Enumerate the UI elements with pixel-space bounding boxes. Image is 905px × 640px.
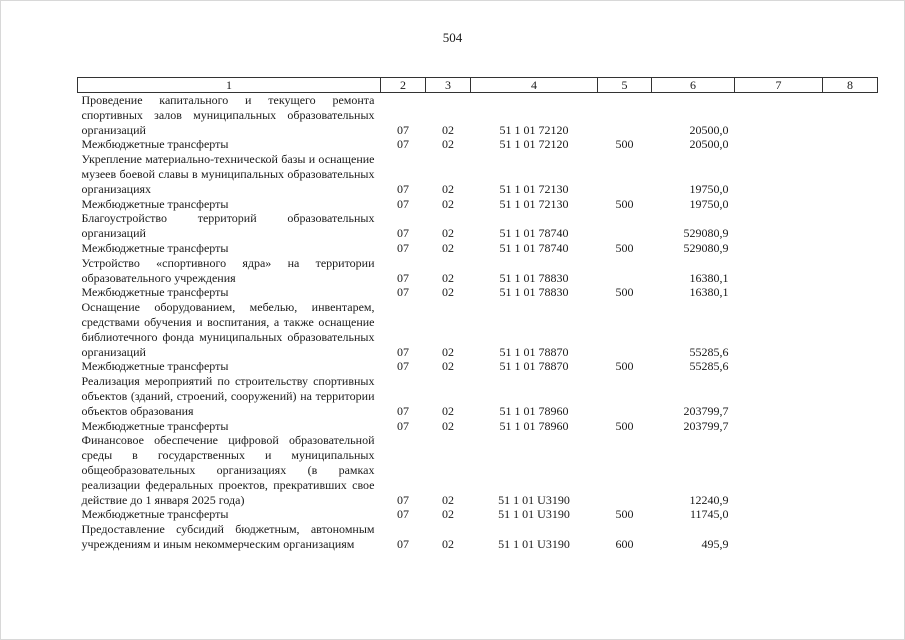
table-row <box>78 433 878 507</box>
table-header <box>78 78 878 93</box>
row-col-8 <box>823 433 878 507</box>
row-target-code: 51 1 01 72130 <box>499 181 569 196</box>
row-name: Межбюджетные трансферты <box>81 137 229 152</box>
row-subsection: 02 <box>442 344 454 359</box>
row-col-8 <box>823 137 878 152</box>
row-col-8 <box>823 300 878 359</box>
row-target-code: 51 1 01 78740 <box>499 226 569 241</box>
row-col-8 <box>823 507 878 522</box>
row-subsection: 02 <box>442 536 454 551</box>
row-amount: 11745,0 <box>689 507 729 522</box>
table-row <box>78 507 878 522</box>
row-name: Межбюджетные трансферты <box>81 196 229 211</box>
row-expense-type <box>598 300 652 359</box>
row-col-8 <box>823 241 878 256</box>
row-amount: 19750,0 <box>689 196 729 211</box>
table-row <box>78 374 878 418</box>
row-subsection: 02 <box>442 359 454 374</box>
row-target-code: 51 1 01 78960 <box>499 403 569 418</box>
row-section: 07 <box>397 492 409 507</box>
row-subsection: 02 <box>442 122 454 137</box>
row-subsection: 02 <box>442 403 454 418</box>
table-row <box>78 137 878 152</box>
row-subsection: 02 <box>442 226 454 241</box>
header-col-4: 4 <box>471 78 598 93</box>
table-row <box>78 419 878 434</box>
table-row <box>78 93 878 138</box>
row-target-code: 51 1 01 72120 <box>499 137 569 152</box>
table-row <box>78 241 878 256</box>
row-expense-type <box>598 433 652 507</box>
row-col-8 <box>823 152 878 196</box>
budget-table <box>77 77 878 552</box>
header-col-6: 6 <box>652 78 735 93</box>
row-amount: 529080,9 <box>683 226 729 241</box>
header-col-3: 3 <box>426 78 471 93</box>
row-name: Благоустройство территорий образовательных организаций <box>81 211 375 241</box>
row-name: Финансовое обеспечение цифровой образовательной среды в государственных и муниципальных общеобразовательных организациях (в рамках реализации федеральных проектов, прекративших свое действие до 1 января 2025 года) <box>81 433 375 507</box>
row-target-code: 51 1 01 78870 <box>499 359 569 374</box>
row-section: 07 <box>397 181 409 196</box>
row-expense-type: 500 <box>615 285 634 300</box>
row-target-code: 51 1 01 78830 <box>499 270 569 285</box>
row-amount: 55285,6 <box>689 359 729 374</box>
row-col-7 <box>735 433 823 507</box>
row-section: 07 <box>397 240 409 255</box>
row-section: 07 <box>397 403 409 418</box>
row-col-7 <box>735 197 823 212</box>
row-expense-type <box>598 93 652 138</box>
row-amount: 529080,9 <box>683 240 729 255</box>
row-amount: 495,9 <box>701 536 729 551</box>
row-expense-type: 500 <box>615 240 634 255</box>
row-section: 07 <box>397 122 409 137</box>
row-col-7 <box>735 359 823 374</box>
row-section: 07 <box>397 418 409 433</box>
row-col-7 <box>735 152 823 196</box>
row-target-code: 51 1 01 72120 <box>499 122 569 137</box>
row-name: Укрепление материально-технической базы и оснащение музеев боевой славы в муниципальных образовательных организациях <box>81 152 375 196</box>
row-col-8 <box>823 256 878 286</box>
row-col-8 <box>823 93 878 138</box>
row-col-7 <box>735 137 823 152</box>
row-subsection: 02 <box>442 418 454 433</box>
row-expense-type: 500 <box>615 507 634 522</box>
row-col-7 <box>735 241 823 256</box>
row-name: Межбюджетные трансферты <box>81 507 229 522</box>
table-row <box>78 256 878 286</box>
row-col-7 <box>735 522 823 552</box>
table-row <box>78 152 878 196</box>
row-expense-type: 500 <box>615 359 634 374</box>
table-row <box>78 300 878 359</box>
row-col-8 <box>823 285 878 300</box>
header-row <box>78 78 878 93</box>
row-name: Межбюджетные трансферты <box>81 359 229 374</box>
row-amount: 55285,6 <box>689 344 729 359</box>
row-expense-type <box>598 211 652 241</box>
row-amount: 19750,0 <box>689 181 729 196</box>
row-expense-type <box>598 152 652 196</box>
row-subsection: 02 <box>442 240 454 255</box>
row-target-code: 51 1 01 78870 <box>499 344 569 359</box>
row-subsection: 02 <box>442 181 454 196</box>
row-amount: 16380,1 <box>689 285 729 300</box>
row-section: 07 <box>397 196 409 211</box>
row-name: Оснащение оборудованием, мебелью, инвентарем, средствами обучения и воспитания, а также оснащение библиотечного фонда муниципальных образовательных организаций <box>81 300 375 359</box>
row-section: 07 <box>397 536 409 551</box>
row-amount: 20500,0 <box>689 122 729 137</box>
row-name: Межбюджетные трансферты <box>81 285 229 300</box>
row-col-8 <box>823 374 878 418</box>
row-section: 07 <box>397 137 409 152</box>
row-expense-type: 500 <box>615 418 634 433</box>
row-section: 07 <box>397 359 409 374</box>
row-col-8 <box>823 419 878 434</box>
row-col-8 <box>823 522 878 552</box>
row-target-code: 51 1 01 U3190 <box>498 507 570 522</box>
row-name: Реализация мероприятий по строительству спортивных объектов (зданий, строений, сооружений) на территории объектов образования <box>81 374 375 418</box>
header-col-8: 8 <box>823 78 878 93</box>
table-body <box>78 93 878 552</box>
row-expense-type: 500 <box>615 196 634 211</box>
row-target-code: 51 1 01 78740 <box>499 240 569 255</box>
row-section: 07 <box>397 226 409 241</box>
row-col-7 <box>735 211 823 241</box>
row-col-7 <box>735 419 823 434</box>
row-name: Проведение капитального и текущего ремонта спортивных залов муниципальных образовательных организаций <box>81 93 375 137</box>
row-subsection: 02 <box>442 270 454 285</box>
row-col-8 <box>823 197 878 212</box>
table-row <box>78 359 878 374</box>
row-amount: 12240,9 <box>689 492 729 507</box>
header-col-7: 7 <box>735 78 823 93</box>
row-name: Устройство «спортивного ядра» на территории образовательного учреждения <box>81 255 375 285</box>
row-col-7 <box>735 300 823 359</box>
row-expense-type: 500 <box>615 137 634 152</box>
row-name: Межбюджетные трансферты <box>81 240 229 255</box>
page-number: 504 <box>442 30 463 45</box>
row-subsection: 02 <box>442 285 454 300</box>
row-target-code: 51 1 01 78960 <box>499 418 569 433</box>
row-target-code: 51 1 01 78830 <box>499 285 569 300</box>
row-section: 07 <box>397 507 409 522</box>
row-subsection: 02 <box>442 507 454 522</box>
row-name: Межбюджетные трансферты <box>81 418 229 433</box>
row-col-7 <box>735 507 823 522</box>
row-amount: 203799,7 <box>683 418 729 433</box>
table-row <box>78 211 878 241</box>
row-target-code: 51 1 01 U3190 <box>498 492 570 507</box>
row-subsection: 02 <box>442 137 454 152</box>
row-amount: 203799,7 <box>683 403 729 418</box>
row-subsection: 02 <box>442 492 454 507</box>
row-target-code: 51 1 01 U3190 <box>498 536 570 551</box>
row-col-7 <box>735 374 823 418</box>
row-expense-type <box>598 374 652 418</box>
header-col-1: 1 <box>78 78 381 93</box>
row-col-8 <box>823 211 878 241</box>
header-col-2: 2 <box>381 78 426 93</box>
row-section: 07 <box>397 344 409 359</box>
row-name: Предоставление субсидий бюджетным, автономным учреждениям и иным некоммерческим организациям <box>81 522 375 551</box>
row-col-7 <box>735 93 823 138</box>
row-target-code: 51 1 01 72130 <box>499 196 569 211</box>
row-subsection: 02 <box>442 196 454 211</box>
row-section: 07 <box>397 270 409 285</box>
header-col-5: 5 <box>598 78 652 93</box>
row-col-8 <box>823 359 878 374</box>
row-amount: 16380,1 <box>689 270 729 285</box>
row-expense-type <box>598 256 652 286</box>
row-col-7 <box>735 285 823 300</box>
table-row <box>78 285 878 300</box>
table-row <box>78 522 878 552</box>
row-expense-type: 600 <box>615 536 634 551</box>
row-amount: 20500,0 <box>689 137 729 152</box>
row-section: 07 <box>397 285 409 300</box>
row-col-7 <box>735 256 823 286</box>
table-row <box>78 197 878 212</box>
